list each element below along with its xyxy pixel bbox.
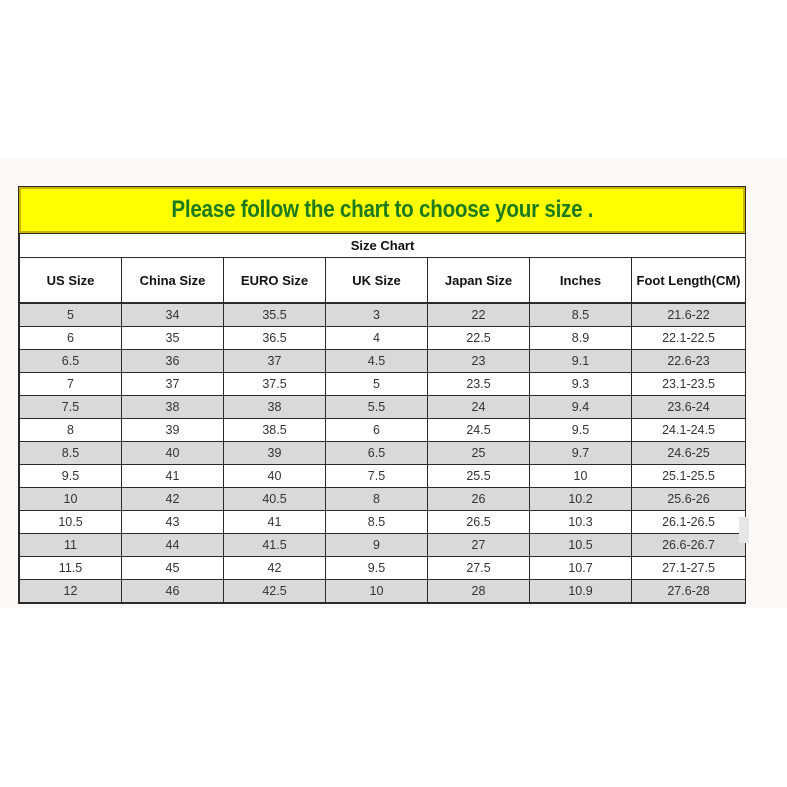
table-cell: 23.6-24 [632,396,746,419]
table-cell: 26.6-26.7 [632,534,746,557]
table-cell: 7.5 [20,396,122,419]
table-cell: 23.5 [428,373,530,396]
table-cell: 23 [428,350,530,373]
table-cell: 10 [326,580,428,603]
table-cell: 40.5 [224,488,326,511]
table-cell: 23.1-23.5 [632,373,746,396]
table-row [20,303,746,327]
table-cell: 6 [20,327,122,350]
table-cell: 8.9 [530,327,632,350]
table-cell: 5 [326,373,428,396]
table-cell: 5 [20,303,122,327]
table-cell: 10.5 [530,534,632,557]
table-cell: 25.1-25.5 [632,465,746,488]
table-cell: 9.5 [530,419,632,442]
table-cell: 25.6-26 [632,488,746,511]
header-uk-size: UK Size [326,258,428,304]
table-row [20,488,746,511]
table-cell: 40 [224,465,326,488]
table-cell: 27 [428,534,530,557]
table-cell: 10.7 [530,557,632,580]
table-cell: 24 [428,396,530,419]
table-row [20,534,746,557]
header-japan-size: Japan Size [428,258,530,304]
table-cell: 8 [326,488,428,511]
table-cell: 22.6-23 [632,350,746,373]
table-cell: 8.5 [20,442,122,465]
table-cell: 37.5 [224,373,326,396]
instruction-banner-text: Please follow the chart to choose your size . [171,196,593,223]
table-cell: 40 [122,442,224,465]
table-cell: 28 [428,580,530,603]
table-cell: 37 [122,373,224,396]
table-cell: 12 [20,580,122,603]
table-row [20,442,746,465]
table-cell: 6.5 [20,350,122,373]
table-cell: 7 [20,373,122,396]
table-cell: 9.7 [530,442,632,465]
table-cell: 38 [224,396,326,419]
table-row [20,327,746,350]
table-cell: 4.5 [326,350,428,373]
table-cell: 8 [20,419,122,442]
table-cell: 44 [122,534,224,557]
table-cell: 10.3 [530,511,632,534]
table-cell: 11 [20,534,122,557]
table-cell: 27.6-28 [632,580,746,603]
table-cell: 39 [122,419,224,442]
table-cell: 35 [122,327,224,350]
table-cell: 26 [428,488,530,511]
table-cell: 41.5 [224,534,326,557]
table-cell: 22.5 [428,327,530,350]
edge-artifact [739,517,749,543]
table-cell: 10.9 [530,580,632,603]
table-row [20,419,746,442]
table-row [20,511,746,534]
table-title: Size Chart [20,234,746,258]
table-row [20,557,746,580]
table-cell: 26.1-26.5 [632,511,746,534]
table-row [20,465,746,488]
table-cell: 3 [326,303,428,327]
table-cell: 9.3 [530,373,632,396]
table-row [20,580,746,603]
table-cell: 24.5 [428,419,530,442]
table-cell: 25 [428,442,530,465]
table-cell: 42 [122,488,224,511]
table-cell: 27.1-27.5 [632,557,746,580]
instruction-banner [19,187,745,233]
table-cell: 10 [20,488,122,511]
header-euro-size: EURO Size [224,258,326,304]
header-inches: Inches [530,258,632,304]
table-cell: 38.5 [224,419,326,442]
table-cell: 26.5 [428,511,530,534]
table-cell: 46 [122,580,224,603]
table-cell: 41 [122,465,224,488]
table-cell: 24.6-25 [632,442,746,465]
table-cell: 39 [224,442,326,465]
table-cell: 10.5 [20,511,122,534]
table-cell: 9.5 [20,465,122,488]
size-table [19,233,746,603]
table-cell: 4 [326,327,428,350]
table-cell: 10.2 [530,488,632,511]
table-cell: 6.5 [326,442,428,465]
table-cell: 21.6-22 [632,303,746,327]
table-cell: 7.5 [326,465,428,488]
table-cell: 25.5 [428,465,530,488]
table-cell: 22.1-22.5 [632,327,746,350]
table-cell: 22 [428,303,530,327]
table-cell: 9.4 [530,396,632,419]
header-china-size: China Size [122,258,224,304]
table-cell: 36.5 [224,327,326,350]
table-row [20,350,746,373]
table-cell: 41 [224,511,326,534]
table-cell: 9.5 [326,557,428,580]
header-us-size: US Size [20,258,122,304]
table-cell: 9 [326,534,428,557]
table-cell: 43 [122,511,224,534]
table-title-row [20,234,746,258]
table-cell: 8.5 [530,303,632,327]
table-cell: 34 [122,303,224,327]
table-cell: 27.5 [428,557,530,580]
table-cell: 42 [224,557,326,580]
table-cell: 37 [224,350,326,373]
table-cell: 35.5 [224,303,326,327]
table-cell: 38 [122,396,224,419]
table-cell: 11.5 [20,557,122,580]
table-cell: 8.5 [326,511,428,534]
table-cell: 5.5 [326,396,428,419]
table-header-row [20,258,746,304]
table-cell: 6 [326,419,428,442]
table-cell: 9.1 [530,350,632,373]
table-cell: 24.1-24.5 [632,419,746,442]
size-chart [18,186,746,604]
table-cell: 45 [122,557,224,580]
table-row [20,373,746,396]
table-cell: 10 [530,465,632,488]
table-cell: 36 [122,350,224,373]
table-row [20,396,746,419]
header-foot-length: Foot Length(CM) [632,258,746,304]
table-cell: 42.5 [224,580,326,603]
